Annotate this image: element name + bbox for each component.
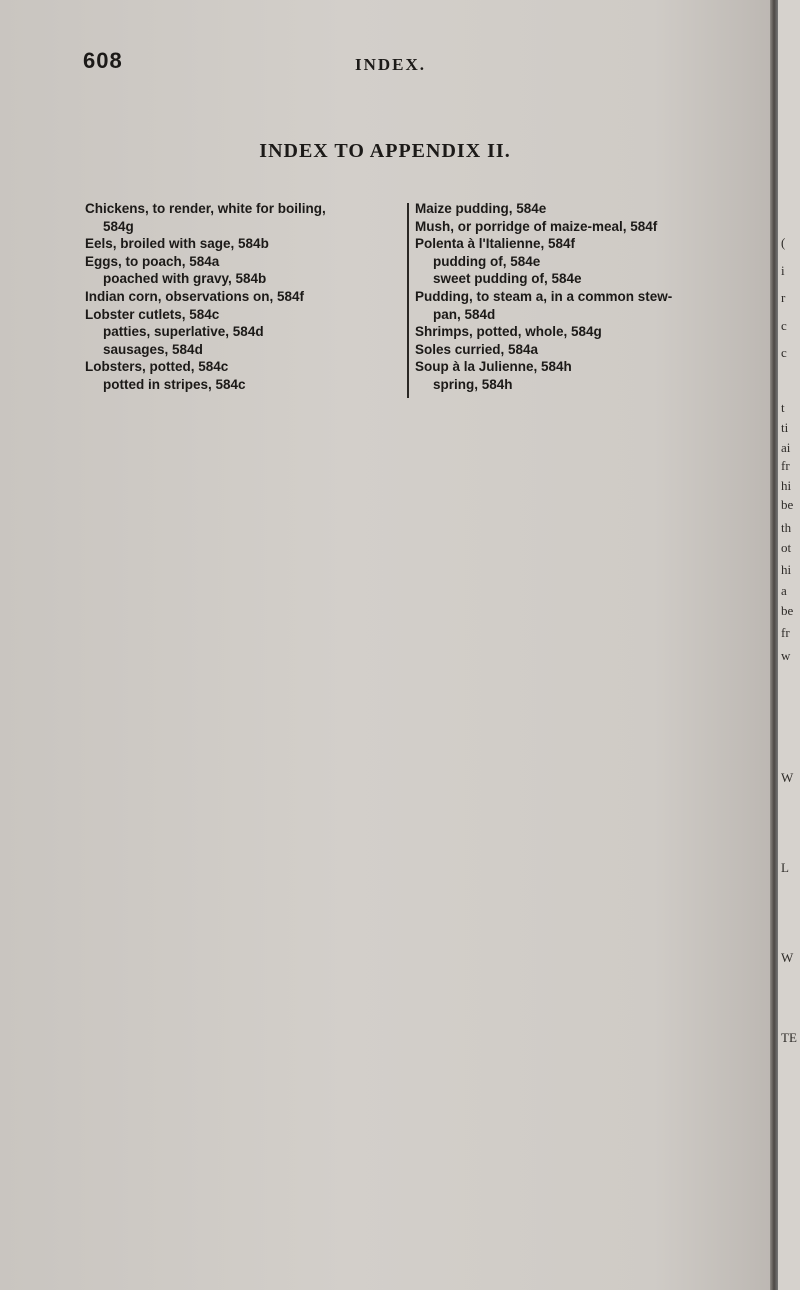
- facing-page-fragment: i: [781, 263, 785, 278]
- facing-page-edge: [778, 0, 800, 1290]
- facing-page-fragment: c: [781, 318, 787, 333]
- running-head: INDEX.: [355, 55, 427, 74]
- facing-page-fragment: hi: [781, 478, 792, 493]
- facing-page-fragment: L: [781, 860, 789, 875]
- facing-page-fragment: W: [781, 950, 794, 965]
- facing-page-fragment: ot: [781, 540, 792, 555]
- facing-page-fragment: a: [781, 583, 787, 598]
- index-entry: Lobsters, potted, 584c: [85, 359, 229, 375]
- facing-page-fragment: W: [781, 770, 794, 785]
- facing-page-fragment: r: [781, 290, 786, 305]
- index-entry: Mush, or porridge of maize-meal, 584f: [415, 218, 658, 234]
- index-entry: Eggs, to poach, 584a: [85, 253, 220, 269]
- index-entry: Lobster cutlets, 584c: [85, 306, 220, 322]
- facing-page-fragment: th: [781, 520, 792, 535]
- book-gutter: [770, 0, 778, 1290]
- index-entry: Soles curried, 584a: [415, 341, 539, 357]
- index-column-left: [85, 200, 400, 394]
- index-entry: Pudding, to steam a, in a common stew-: [415, 288, 673, 304]
- index-entry: Indian corn, observations on, 584f: [85, 288, 305, 304]
- facing-page-fragment: be: [781, 497, 794, 512]
- index-entry: pan, 584d: [433, 306, 496, 322]
- facing-page-fragment: w: [781, 648, 791, 663]
- index-entry: Eels, broiled with sage, 584b: [85, 236, 269, 252]
- index-entry: pudding of, 584e: [433, 253, 541, 269]
- index-entry: poached with gravy, 584b: [103, 271, 267, 287]
- index-entry: spring, 584h: [433, 376, 513, 392]
- facing-page-fragment: ai: [781, 440, 791, 455]
- index-entry: Shrimps, potted, whole, 584g: [415, 324, 602, 340]
- facing-page-fragment: fr: [781, 625, 790, 640]
- index-entry: Polenta à l'Italienne, 584f: [415, 236, 576, 252]
- page-number: 608: [83, 48, 123, 73]
- index-entry: patties, superlative, 584d: [103, 324, 264, 340]
- facing-page-fragment: fr: [781, 458, 790, 473]
- index-entry: potted in stripes, 584c: [103, 376, 246, 392]
- facing-page-fragment: be: [781, 603, 794, 618]
- facing-page-fragment: (: [781, 235, 786, 250]
- facing-page-fragment: hi: [781, 562, 792, 577]
- facing-page-fragment: t: [781, 400, 785, 415]
- facing-page-fragment: c: [781, 345, 787, 360]
- column-divider: [407, 203, 409, 398]
- section-title: INDEX TO APPENDIX II.: [259, 140, 511, 162]
- index-entry: Soup à la Julienne, 584h: [415, 359, 572, 375]
- index-entry: Maize pudding, 584e: [415, 201, 547, 216]
- facing-page-fragment: ti: [781, 420, 789, 435]
- index-entry: sausages, 584d: [103, 341, 203, 357]
- index-entry: 584g: [103, 218, 134, 234]
- facing-page-fragment: TE: [781, 1030, 797, 1045]
- index-entry: sweet pudding of, 584e: [433, 271, 582, 287]
- index-column-right: [415, 200, 745, 394]
- index-entry: Chickens, to render, white for boiling,: [85, 201, 326, 216]
